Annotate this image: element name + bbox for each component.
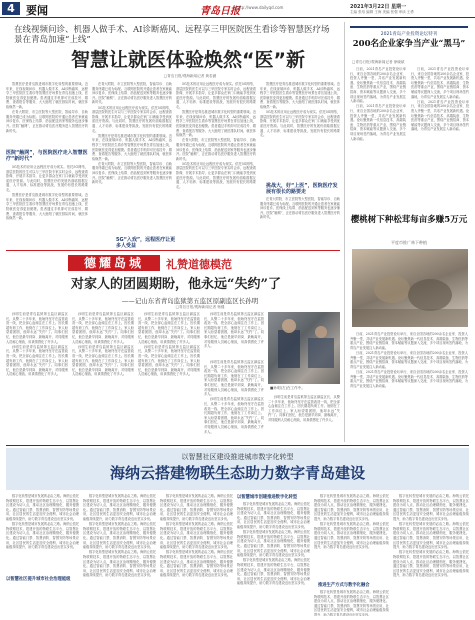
lead-column-4b: 在青大附院、市立医院等大型医院，智能导诊、自助服务终端已成为标配。互联网医院的开通让患者在家就能问诊复诊，医保线上结算、药品配送到家等服务也逐步铺开。医院“触网”，正在推动青岛医疗服务进入智慧医疗的新时代。 (260, 197, 340, 220)
right-byline: □青岛日报/观海新闻记者 徐晓斌 (352, 60, 405, 64)
section-title: 要闻 (26, 4, 48, 17)
lead-column-3: 5G技术的应用让远程医疗成为现实。依托5G网络，基层医院的医生可以与三甲医院专家实时会诊，远程查看影像、开展手术指导，让更多群众在家门口就能享受到优质医疗资源。与此同时，智慧医疗的发展仍面临数据互通、人才培养、标准建设等挑战，发展仍有很长的路要走。 智慧医疗是青岛推进城市数字化转型的重要领域。近年来，在线视频问诊、机器人做手术、AI诊断癌风、远程享三甲医院医生看诊等智慧医疗场景在青岛加速上线，医院就医变得更加便捷。患者通过手机即可完成挂号、缴费、查看报告等服务，大大缩短了就医排队时间，就医体验焕然一新。 在青大附院、市立医院等大型医院，智能导诊、自助服务终端已成为标配。互联网医院的开通让患者在家就能问诊复诊，医保线上结算、药品配送到家等服务也逐步铺开。医院“触网”，正在推动青岛医疗服务进入智慧医疗的新时代。 5G技术的应用让远程医疗成为现实。依托5G网络，基层医院的医生可以与三甲医院专家实时会诊，远程查看影像、开展手术指导，让更多群众在家门口就能享受到优质医疗资源。与此同时，智慧医疗的发展仍面临数据互通、人才培养、标准建设等挑战，发展仍有很长的路要走。 (176, 82, 256, 189)
bottom-top-rule (6, 445, 469, 446)
feature-column-5: 孙明生前是青岛监狱第五监区副监区长，从警二十多年来，他始终坚守在监管改造一线，把全部心血倾注在工作上。因长期超负荷工作，他倒在了工作岗位上。家人盼望着团圆，他却永远“失约”了。同事们回忆，他总是最早到岗、最晚离开，对待服刑人员耐心细致，用真情感化了许多人。 孙明生前是青岛监狱第五监区副监区长，从警二十多年来，他始终坚守在监管改造一线，把全部心血倾注在工作上。因长期超负荷工作，他倒在了工作岗位上。家人盼望着团圆，他却永远“失约”了。同事们回忆，他总是最早到岗、最晚离开，对待服刑人员耐心细致，用真情感化了许多人。 (204, 360, 264, 434)
site-url: http://www.dailyqd.com (236, 5, 284, 10)
feature-banner-tagline: 礼赞道德模范 (166, 258, 232, 271)
lead-kicker: 在线视频问诊、机器人做手术、AI诊断癌风、远程享三甲医院医生看诊等智慧医疗场景在青岛加速“上线” (14, 25, 330, 45)
bottom-subhead-3: 推进生产方式与数字化融合 (318, 583, 370, 588)
bottom-column-4: 数字化转型是城市发展的必由之路。海纳云依托物联网技术，搭建开放的物联生态平台，以智慧社区建设为切入点，推动社区治理精细化、服务便捷化。通过智能门禁、智慧消防、智慧安防等场景应用，社区居民的生活更加安全便利，城市社会治理能级持续提升，助力数字青岛建设迈出坚实步伐。 数字化转型是城市发展的必由之路。海纳云依托物联网技术，搭建开放的物联生态平台，以智慧社区建设为切入点，推动社区治理精细化、服务便捷化。通过智能门禁、智慧消防、智慧安防等场景应用，社区居民的生活更加安全便利，城市社会治理能级持续提升，助力数字青岛建设迈出坚实步伐。 数字化转型是城市发展的必由之路。海纳云依托物联网技术，搭建开放的物联生态平台，以智慧社区建设为切入点，推动社区治理精细化、服务便捷化。通过智能门禁、智慧消防、智慧安防等场景应用，社区居民的生活更加安全便利，城市社会治理能级持续提升，助力数字青岛建设迈出坚实步伐。 (237, 502, 310, 586)
column-divider (344, 22, 345, 442)
lead-subhead-mid: 5G“入戏”，远程医疗让更多人受益 (116, 237, 176, 249)
feature-column-4: 孙明生前是青岛监狱第五监区副监区长，从警二十多年来，他始终坚守在监管改造一线，把全部心血倾注在工作上。因长期超负荷工作，他倒在了工作岗位上。家人盼望着团圆，他却永远“失约”了。同事们回忆，他总是最早到岗、最晚离开，对待服刑人员耐心细致，用真情感化了许多人。 (204, 312, 264, 349)
bottom-column-1: 数字化转型是城市发展的必由之路。海纳云依托物联网技术，搭建开放的物联生态平台，以智慧社区建设为切入点，推动社区治理精细化、服务便捷化。通过智能门禁、智慧消防、智慧安防等场景应用，社区居民的生活更加安全便利，城市社会治理能级持续提升，助力数字青岛建设迈出坚实步伐。 数字化转型是城市发展的必由之路。海纳云依托物联网技术，搭建开放的物联生态平台，以智慧社区建设为切入点，推动社区治理精细化、服务便捷化。通过智能门禁、智慧消防、智慧安防等场景应用，社区居民的生活更加安全便利，城市社会治理能级持续提升，助力数字青岛建设迈出坚实步伐。 (6, 494, 79, 550)
feature-column-2: 孙明生前是青岛监狱第五监区副监区长，从警二十多年来，他始终坚守在监管改造一线，把全部心血倾注在工作上。因长期超负荷工作，他倒在了工作岗位上。家人盼望着团圆，他却永远“失约”了。同事们回忆，他总是最早到岗、最晚离开，对待服刑人员耐心细致，用真情感化了许多人。 孙明生前是青岛监狱第五监区副监区长，从警二十多年来，他始终坚守在监管改造一线，把全部心血倾注在工作上。因长期超负荷工作，他倒在了工作岗位上。家人盼望着团圆，他却永远“失约”了。同事们回忆，他总是最早到岗、最晚离开，对待服刑人员耐心细致，用真情感化了许多人。 (72, 312, 134, 377)
bottom-subhead-1: 以智慧社区提升城市社会治理能级 (6, 577, 71, 582)
lead-column-2: 在青大附院、市立医院等大型医院，智能导诊、自助服务终端已成为标配。互联网医院的开通让患者在家就能问诊复诊，医保线上结算、药品配送到家等服务也逐步铺开。医院“触网”，正在推动青岛医疗服务进入智慧医疗的新时代。 5G技术的应用让远程医疗成为现实。依托5G网络，基层医院的医生可以与三甲医院专家实时会诊，远程查看影像、开展手术指导，让更多群众在家门口就能享受到优质医疗资源。与此同时，智慧医疗的发展仍面临数据互通、人才培养、标准建设等挑战，发展仍有很长的路要走。 智慧医疗是青岛推进城市数字化转型的重要领域。近年来，在线视频问诊、机器人做手术、AI诊断癌风、远程享三甲医院医生看诊等智慧医疗场景在青岛加速上线，医院就医变得更加便捷。患者通过手机即可完成挂号、缴费、查看报告等服务，大大缩短了就医排队时间，就医体验焕然一新。 在青大附院、市立医院等大型医院，智能导诊、自助服务终端已成为标配。互联网医院的开通让患者在家就能问诊复诊，医保线上结算、药品配送到家等服务也逐步铺开。医院“触网”，正在推动青岛医疗服务进入智慧医疗的新时代。 (92, 82, 172, 185)
feature-banner-title: 德耀岛城 (68, 255, 160, 271)
page-header (0, 0, 475, 16)
photo-placeholder-icon (352, 249, 468, 327)
feature-subhead: ——记山东省青岛监狱第五监区原副监区长孙明 (121, 297, 259, 305)
bottom-column-6: 数字化转型是城市发展的必由之路。海纳云依托物联网技术，搭建开放的物联生态平台，以智慧社区建设为切入点，推动社区治理精细化、服务便捷化。通过智能门禁、智慧消防、智慧安防等场景应用，社区居民的生活更加安全便利，城市社会治理能级持续提升，助力数字青岛建设迈出坚实步伐。 数字化转型是城市发展的必由之路。海纳云依托物联网技术，搭建开放的物联生态平台，以智慧社区建设为切入点，推动社区治理精细化、服务便捷化。通过智能门禁、智慧消防、智慧安防等场景应用，社区居民的生活更加安全便利，城市社会治理能级持续提升，助力数字青岛建设迈出坚实步伐。 数字化转型是城市发展的必由之路。海纳云依托物联网技术，搭建开放的物联生态平台，以智慧社区建设为切入点，推动社区治理精细化、服务便捷化。通过智能门禁、智慧消防、智慧安防等场景应用，社区居民的生活更加安全便利，城市社会治理能级持续提升，助力数字青岛建设迈出坚实步伐。 (393, 494, 469, 578)
masthead-logo: 青岛日报 (200, 6, 240, 17)
right-column-2: 日前，2021青岛产业投资论坛举行，来自全国各地的200余名企业家、投资人齐聚一堂，共话产业发展新机遇。论坛聚焦新一代信息技术、高端装备、生物医药等重点产业，围绕产业链招商、资本赋能等议题深入交流，多个项目现场签约落地，为青岛产业发展注入新动能。 日前，2021青岛产业投资论坛举行，来自全国各地的200余名企业家、投资人齐聚一堂，共话产业发展新机遇。论坛聚焦新一代信息技术、高端装备、生物医药等重点产业，围绕产业链招商、资本赋能等议题深入交流，多个项目现场签约落地，为青岛产业发展注入新动能。 (411, 67, 469, 132)
right-photo-headline: 樱桃树下种松茸每亩多赚5万元 (350, 215, 468, 225)
lead-column-1b: 5G技术的应用让远程医疗成为现实。依托5G网络，基层医院的医生可以与三甲医院专家实时会诊，远程查看影像、开展手术指导，让更多群众在家门口就能享受到优质医疗资源。与此同时，智慧医疗的发展仍面临数据互通、人才培养、标准建设等挑战，发展仍有很长的路要走。 智慧医疗是青岛推进城市数字化转型的重要领域。近年来，在线视频问诊、机器人做手术、AI诊断癌风、远程享三甲医院医生看诊等智慧医疗场景在青岛加速上线，医院就医变得更加便捷。患者通过手机即可完成挂号、缴费、查看报告等服务，大大缩短了就医排队时间，就医体验焕然一新。 (6, 165, 88, 221)
bottom-column-3: 数字化转型是城市发展的必由之路。海纳云依托物联网技术，搭建开放的物联生态平台，以智慧社区建设为切入点，推动社区治理精细化、服务便捷化。通过智能门禁、智慧消防、智慧安防等场景应用，社区居民的生活更加安全便利，城市社会治理能级持续提升，助力数字青岛建设迈出坚实步伐。 数字化转型是城市发展的必由之路。海纳云依托物联网技术，搭建开放的物联生态平台，以智慧社区建设为切入点，推动社区治理精细化、服务便捷化。通过智能门禁、智慧消防、智慧安防等场景应用，社区居民的生活更加安全便利，城市社会治理能级持续提升，助力数字青岛建设迈出坚实步伐。 数字化转型是城市发展的必由之路。海纳云依托物联网技术，搭建开放的物联生态平台，以智慧社区建设为切入点，推动社区治理精细化、服务便捷化。通过智能门禁、智慧消防、智慧安防等场景应用，社区居民的生活更加安全便利，城市社会治理能级持续提升，助力数字青岛建设迈出坚实步伐。 (160, 494, 233, 578)
bottom-subhead-2: 以智慧城市创建推进数字化转型 (237, 495, 298, 500)
feature-photo-caption: ■孙明(左)在工作中。 (270, 386, 305, 390)
lead-column-4: 智慧医疗是青岛推进城市数字化转型的重要领域。近年来，在线视频问诊、机器人做手术、AI诊断癌风、远程享三甲医院医生看诊等智慧医疗场景在青岛加速上线，医院就医变得更加便捷。患者通过手机即可完成挂号、缴费、查看报告等服务，大大缩短了就医排队时间，就医体验焕然一新。 5G技术的应用让远程医疗成为现实。依托5G网络，基层医院的医生可以与三甲医院专家实时会诊，远程查看影像、开展手术指导，让更多群众在家门口就能享受到优质医疗资源。与此同时，智慧医疗的发展仍面临数据互通、人才培养、标准建设等挑战，发展仍有很长的路要走。 (260, 82, 340, 138)
editor-credits: 主编 张培 编辑 王海 美编 张强 审读 王勇 (350, 10, 414, 14)
right-column-3: 日前，2021青岛产业投资论坛举行，来自全国各地的200余名企业家、投资人齐聚一堂，共话产业发展新机遇。论坛聚焦新一代信息技术、高端装备、生物医药等重点产业，围绕产业链招商、资本赋能等议题深入交流，多个项目现场签约落地，为青岛产业发展注入新动能。 日前，2021青岛产业投资论坛举行，来自全国各地的200余名企业家、投资人齐聚一堂，共话产业发展新机遇。论坛聚焦新一代信息技术、高端装备、生物医药等重点产业，围绕产业链招商、资本赋能等议题深入交流，多个项目现场签约落地，为青岛产业发展注入新动能。 日前，2021青岛产业投资论坛举行，来自全国各地的200余名企业家、投资人齐聚一堂，共话产业发展新机遇。论坛聚焦新一代信息技术、高端装备、生物医药等重点产业，围绕产业链招商、资本赋能等议题深入交流，多个项目现场签约落地，为青岛产业发展注入新动能。 (350, 332, 468, 388)
feature-byline: □青岛日报/观海新闻记者 杨健 (175, 305, 225, 309)
feature-photo (268, 312, 340, 384)
issue-date: 2021年3月22日 星期一 (350, 4, 407, 10)
feature-column-3: 孙明生前是青岛监狱第五监区副监区长，从警二十多年来，他始终坚守在监管改造一线，把全部心血倾注在工作上。因长期超负荷工作，他倒在了工作岗位上。家人盼望着团圆，他却永远“失约”了。同事们回忆，他总是最早到岗、最晚离开，对待服刑人员耐心细致，用真情感化了许多人。 孙明生前是青岛监狱第五监区副监区长，从警二十多年来，他始终坚守在监管改造一线，把全部心血倾注在工作上。因长期超负荷工作，他倒在了工作岗位上。家人盼望着团圆，他却永远“失约”了。同事们回忆，他总是最早到岗、最晚离开，对待服刑人员耐心细致，用真情感化了许多人。 (138, 312, 200, 377)
feature-column-6: 孙明生前是青岛监狱第五监区副监区长，从警二十多年来，他始终坚守在监管改造一线，把全部心血倾注在工作上。因长期超负荷工作，他倒在了工作岗位上。家人盼望着团圆，他却永远“失约”了。同事们回忆，他总是最早到岗、最晚离开，对待服刑人员耐心细致，用真情感化了许多人。 (268, 395, 340, 422)
right-column-1: 日前，2021青岛产业投资论坛举行，来自全国各地的200余名企业家、投资人齐聚一堂，共话产业发展新机遇。论坛聚焦新一代信息技术、高端装备、生物医药等重点产业，围绕产业链招商、资本赋能等议题深入交流，多个项目现场签约落地，为青岛产业发展注入新动能。 日前，2021青岛产业投资论坛举行，来自全国各地的200余名企业家、投资人齐聚一堂，共话产业发展新机遇。论坛聚焦新一代信息技术、高端装备、生物医药等重点产业，围绕产业链招商、资本赋能等议题深入交流，多个项目现场签约落地，为青岛产业发展注入新动能。 (350, 67, 406, 141)
bottom-column-5b: 数字化转型是城市发展的必由之路。海纳云依托物联网技术，搭建开放的物联生态平台，以智慧社区建设为切入点，推动社区治理精细化、服务便捷化。通过智能门禁、智慧消防、智慧安防等场景应用，社区居民的生活更加安全便利，城市社会治理能级持续提升，助力数字青岛建设迈出坚实步伐。 (314, 590, 389, 616)
mushroom-photo (352, 249, 468, 327)
feature-banner (68, 255, 278, 271)
bottom-headline: 海纳云搭建物联生态助力数字青岛建设 (109, 464, 365, 482)
bottom-column-5: 数字化转型是城市发展的必由之路。海纳云依托物联网技术，搭建开放的物联生态平台，以智慧社区建设为切入点，推动社区治理精细化、服务便捷化。通过智能门禁、智慧消防、智慧安防等场景应用，社区居民的生活更加安全便利，城市社会治理能级持续提升，助力数字青岛建设迈出坚实步伐。 数字化转型是城市发展的必由之路。海纳云依托物联网技术，搭建开放的物联生态平台，以智慧社区建设为切入点，推动社区治理精细化、服务便捷化。通过智能门禁、智慧消防、智慧安防等场景应用，社区居民的生活更加安全便利，城市社会治理能级持续提升，助力数字青岛建设迈出坚实步伐。 (314, 494, 389, 550)
lead-byline: □青岛日报/观海新闻记者 黄若涵 (163, 74, 217, 78)
feature-column-1: 孙明生前是青岛监狱第五监区副监区长，从警二十多年来，他始终坚守在监管改造一线，把全部心血倾注在工作上。因长期超负荷工作，他倒在了工作岗位上。家人盼望着团圆，他却永远“失约”了。同事们回忆，他总是最早到岗、最晚离开，对待服刑人员耐心细致，用真情感化了许多人。 孙明生前是青岛监狱第五监区副监区长，从警二十多年来，他始终坚守在监管改造一线，把全部心血倾注在工作上。因长期超负荷工作，他倒在了工作岗位上。家人盼望着团圆，他却永远“失约”了。同事们回忆，他总是最早到岗、最晚离开，对待服刑人员耐心细致，用真情感化了许多人。 (6, 312, 68, 377)
photo-placeholder-icon (268, 312, 340, 384)
bottom-kicker: 以智慧社区建设推进城市数字化转型 (181, 453, 294, 461)
lead-subhead-right: 挑战大，好“上医”，医院医疗发展有很长的路要走 (266, 183, 338, 195)
lead-subhead-left: 医院“触网”，与医院医疗走入智慧医疗“新时代” (6, 150, 88, 162)
right-headline: 200名企业家争当产业“黑马” (352, 39, 466, 49)
feature-top-rule (6, 250, 340, 251)
series-label: 2021青岛产业投资论坛特刊 (380, 32, 438, 37)
page-number: 4 (2, 2, 20, 15)
feature-headline: 对家人的团圆期盼，他永远“失约”了 (71, 277, 281, 292)
right-story-header (350, 26, 468, 60)
right-photo-subhead: 平度市推广林下种植 (391, 240, 427, 245)
lead-column-1: 智慧医疗是青岛推进城市数字化转型的重要领域。近年来，在线视频问诊、机器人做手术、AI诊断癌风、远程享三甲医院医生看诊等智慧医疗场景在青岛加速上线，医院就医变得更加便捷。患者通过手机即可完成挂号、缴费、查看报告等服务，大大缩短了就医排队时间，就医体验焕然一新。 在青大附院、市立医院等大型医院，智能导诊、自助服务终端已成为标配。互联网医院的开通让患者在家就能问诊复诊，医保线上结算、药品配送到家等服务也逐步铺开。医院“触网”，正在推动青岛医疗服务进入智慧医疗的新时代。 (6, 82, 88, 133)
header-rule (0, 17, 475, 18)
bottom-column-2: 数字化转型是城市发展的必由之路。海纳云依托物联网技术，搭建开放的物联生态平台，以智慧社区建设为切入点，推动社区治理精细化、服务便捷化。通过智能门禁、智慧消防、智慧安防等场景应用，社区居民的生活更加安全便利，城市社会治理能级持续提升，助力数字青岛建设迈出坚实步伐。 数字化转型是城市发展的必由之路。海纳云依托物联网技术，搭建开放的物联生态平台，以智慧社区建设为切入点，推动社区治理精细化、服务便捷化。通过智能门禁、智慧消防、智慧安防等场景应用，社区居民的生活更加安全便利，城市社会治理能级持续提升，助力数字青岛建设迈出坚实步伐。 数字化转型是城市发展的必由之路。海纳云依托物联网技术，搭建开放的物联生态平台，以智慧社区建设为切入点，推动社区治理精细化、服务便捷化。通过智能门禁、智慧消防、智慧安防等场景应用，社区居民的生活更加安全便利，城市社会治理能级持续提升，助力数字青岛建设迈出坚实步伐。 (83, 494, 156, 578)
lead-headline: 智慧让就医体验焕然“医”新 (71, 49, 305, 71)
